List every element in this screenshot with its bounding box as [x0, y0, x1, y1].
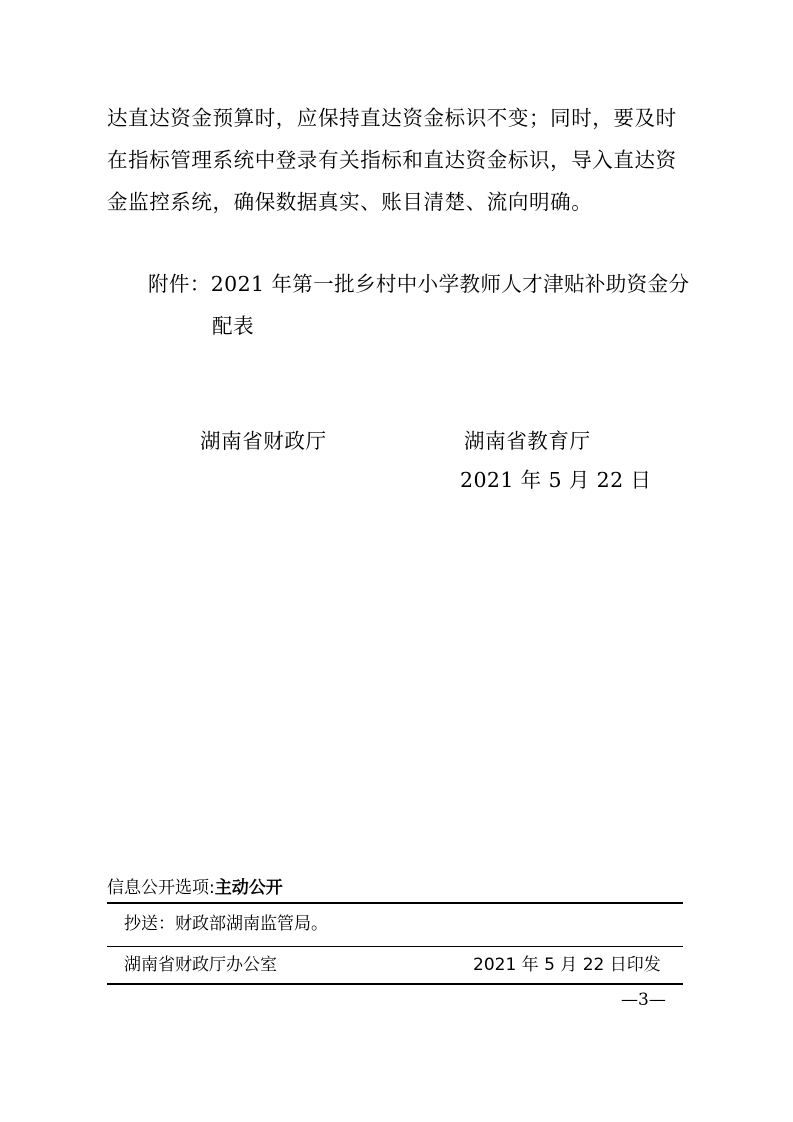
footer-rule-middle	[107, 946, 683, 947]
attachment-line-2: 配表	[212, 314, 255, 338]
body-paragraph-line-1: 达直达资金预算时，应保持直达资金标识不变；同时，要及时	[107, 106, 677, 130]
disclosure-value: 主动公开	[214, 878, 283, 898]
footer-rule-top	[107, 902, 683, 904]
issuing-office: 湖南省财政厅办公室	[124, 955, 277, 975]
print-date: 2021 年 5 月 22 日印发	[473, 955, 661, 975]
disclosure-option	[107, 876, 283, 900]
issuer-finance-department: 湖南省财政厅	[200, 429, 327, 453]
attachment-line-1: 附件：2021 年第一批乡村中小学教师人才津贴补助资金分	[148, 272, 690, 296]
body-paragraph-line-3: 金监控系统，确保数据真实、账目清楚、流向明确。	[107, 190, 593, 214]
body-paragraph-line-2: 在指标管理系统中登录有关指标和直达资金标识，导入直达资	[107, 148, 677, 172]
cc-recipients: 抄送：财政部湖南监管局。	[124, 914, 328, 934]
page-number: —3—	[621, 990, 666, 1010]
disclosure-label: 信息公开选项:	[107, 878, 215, 898]
footer-rule-bottom	[107, 983, 683, 985]
issue-date: 2021 年 5 月 22 日	[460, 468, 652, 492]
issuer-education-department: 湖南省教育厅	[464, 429, 591, 453]
